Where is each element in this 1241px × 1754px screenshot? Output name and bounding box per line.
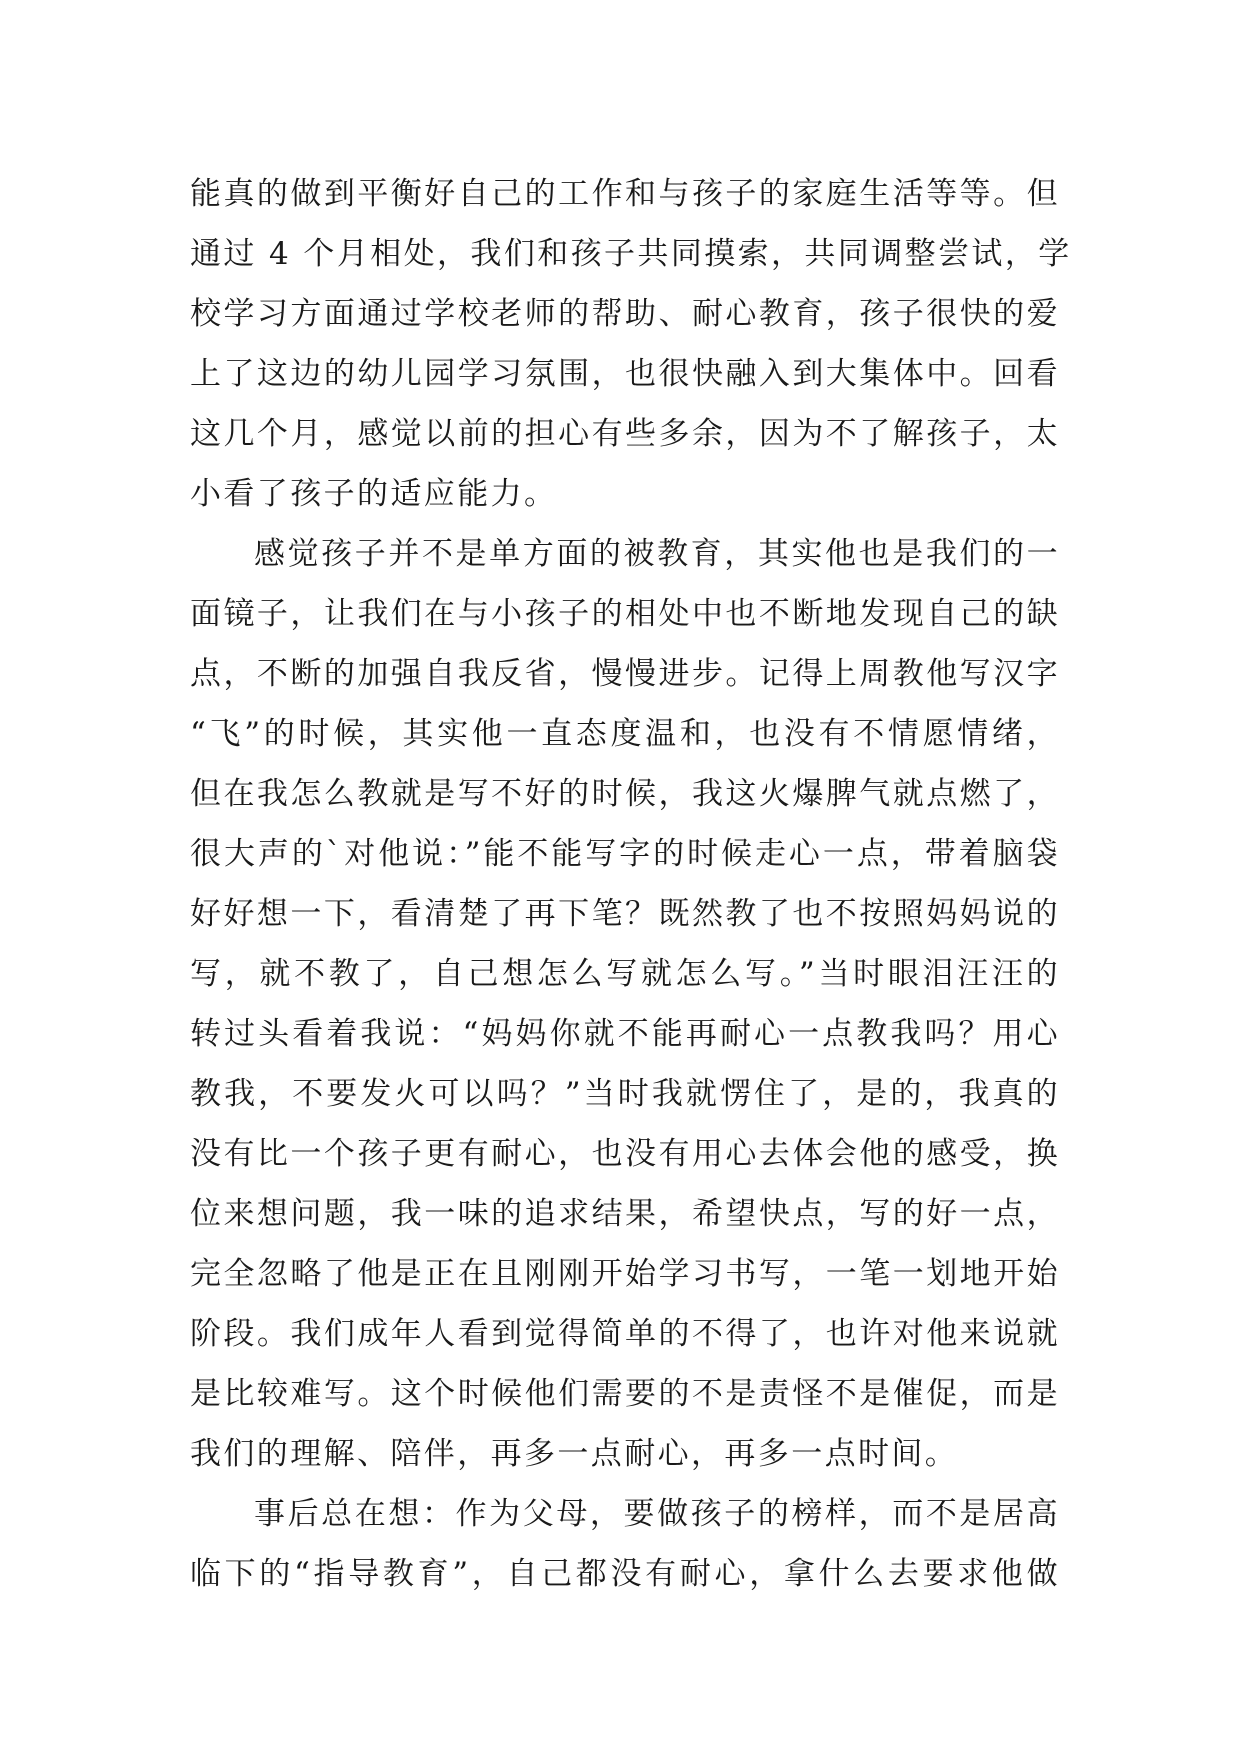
- text-line-paragraph-end: 我们的理解、陪伴，再多一点耐心，再多一点时间。: [190, 1436, 959, 1472]
- text-line: 转过头看着我说：“妈妈你就不能再耐心一点教我吗？用心: [190, 1016, 1060, 1052]
- text-line: 但在我怎么教就是写不好的时候，我这火爆脾气就点燃了，: [190, 776, 1060, 812]
- text-line-paragraph-end: 小看了孩子的适应能力。: [190, 476, 558, 512]
- text-line: 临下的“指导教育”，自己都没有耐心，拿什么去要求他做: [190, 1556, 1060, 1592]
- text-line: 能真的做到平衡好自己的工作和与孩子的家庭生活等等。但: [190, 176, 1060, 212]
- text-line: 完全忽略了他是正在且刚刚开始学习书写，一笔一划地开始: [190, 1256, 1060, 1292]
- text-line: 阶段。我们成年人看到觉得简单的不得了，也许对他来说就: [190, 1316, 1060, 1352]
- text-line: 教我，不要发火可以吗？”当时我就愣住了，是的，我真的: [190, 1076, 1060, 1112]
- text-line-paragraph-start: 感觉孩子并不是单方面的被教育，其实他也是我们的一: [254, 536, 1060, 572]
- text-line: 面镜子，让我们在与小孩子的相处中也不断地发现自己的缺: [190, 596, 1060, 632]
- body-text: [190, 164, 1072, 1604]
- text-line: 位来想问题，我一味的追求结果，希望快点，写的好一点，: [190, 1196, 1060, 1232]
- text-line: 上了这边的幼儿园学习氛围，也很快融入到大集体中。回看: [190, 356, 1060, 392]
- text-line: 这几个月，感觉以前的担心有些多余，因为不了解孩子，太: [190, 416, 1060, 452]
- text-line: 写，就不教了，自己想怎么写就怎么写。”当时眼泪汪汪的: [190, 956, 1060, 992]
- text-line: 通过 4 个月相处，我们和孩子共同摸索，共同调整尝试，学: [190, 236, 1072, 272]
- text-line: “飞”的时候，其实他一直态度温和，也没有不情愿情绪，: [190, 716, 1060, 752]
- text-line: 是比较难写。这个时候他们需要的不是责怪不是催促，而是: [190, 1376, 1060, 1412]
- text-line: 好好想一下，看清楚了再下笔？既然教了也不按照妈妈说的: [190, 896, 1060, 932]
- text-line: 点，不断的加强自我反省，慢慢进步。记得上周教他写汉字: [190, 656, 1060, 692]
- text-line-paragraph-start: 事后总在想：作为父母，要做孩子的榜样，而不是居高: [254, 1496, 1060, 1532]
- text-line: 很大声的`对他说：”能不能写字的时候走心一点，带着脑袋: [190, 836, 1060, 872]
- text-line: 校学习方面通过学校老师的帮助、耐心教育，孩子很快的爱: [190, 296, 1060, 332]
- text-line: 没有比一个孩子更有耐心，也没有用心去体会他的感受，换: [190, 1136, 1060, 1172]
